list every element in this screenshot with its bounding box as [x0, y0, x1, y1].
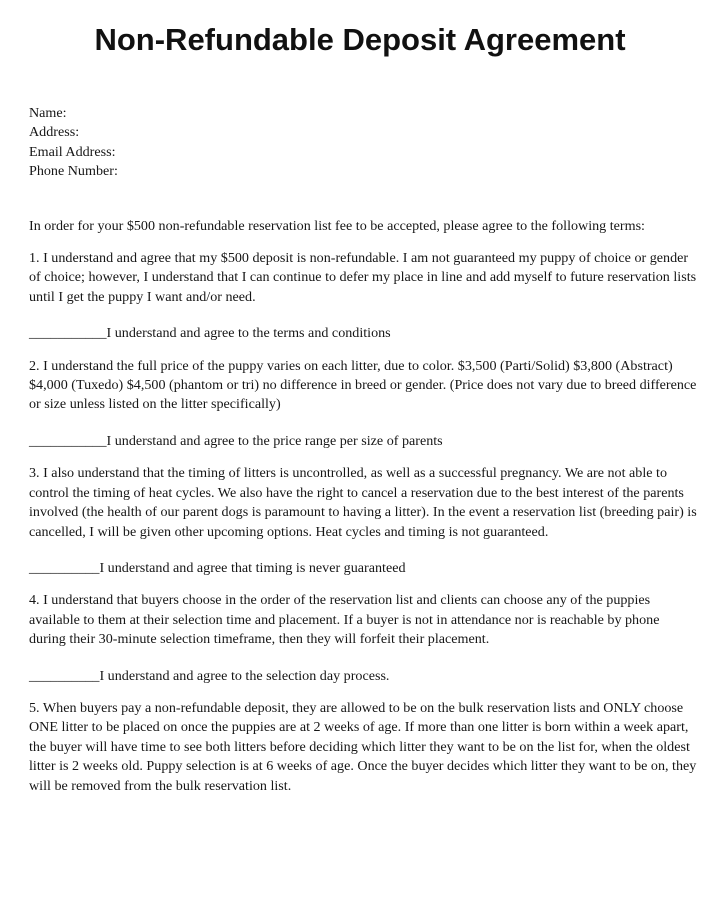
term-1-paragraph: 1. I understand and agree that my $500 deposit is non-refundable. I am not guaranteed my puppy of choice or gender of choice; however, I understand that I can continue to defer my place in line and add myself to future reservation lists until I get the puppy I want and/or need. — [29, 250, 697, 305]
phone-field-label: Phone Number: — [29, 163, 118, 180]
term-3-paragraph: 3. I also understand that the timing of litters is uncontrolled, as well as a successful pregnancy. We are not able to control the timing of heat cycles. We also have the right to cancel a reservation due to the best interest of the parents involved (the health of our parent dogs is paramount to having a litter). In the event a reservation list (breeding pair) is cancelled, I will be given other upcoming options. Heat cycles and timing is not guaranteed. — [29, 465, 697, 540]
contact-fields — [29, 104, 699, 182]
term-1-ack-text: I understand and agree to the terms and conditions — [106, 325, 391, 342]
document-title: Non-Refundable Deposit Agreement — [94, 22, 626, 57]
term-1-initial-blank: ___________ — [29, 325, 107, 342]
term-2-acknowledgement — [29, 432, 699, 451]
intro-paragraph: In order for your $500 non-refundable reservation list fee to be accepted, please agree to the following terms: — [29, 217, 645, 234]
name-field-label: Name: — [29, 105, 67, 121]
term-2-initial-blank: ___________ — [29, 432, 107, 449]
document-body — [29, 104, 699, 796]
term-4-acknowledgement — [29, 667, 699, 686]
email-field-label: Email Address: — [29, 143, 116, 160]
term-3-acknowledgement — [29, 559, 699, 578]
term-4-ack-text: I understand and agree to the selection day process. — [99, 667, 390, 684]
term-2-paragraph: 2. I understand the full price of the puppy varies on each litter, due to color. $3,500 (Parti/Solid) $3,800 (Abstract) $4,000 (Tuxedo) $4,500 (phantom or tri) no difference in breed or gender. (Price does not vary due to breed difference or size unless listed on the litter specifically) — [29, 357, 697, 413]
term-4-initial-blank: __________ — [29, 667, 100, 684]
term-3-initial-blank: __________ — [29, 559, 100, 576]
address-field-label: Address: — [29, 124, 80, 141]
term-3-ack-text: I understand and agree that timing is never guaranteed — [99, 559, 406, 576]
term-4-paragraph: 4. I understand that buyers choose in the order of the reservation list and clients can choose any of the puppies available to them at their selection time and placement. If a buyer is not in attendance nor is reachable by phone during their 30-minute selection timeframe, then they will forfeit their placement. — [29, 592, 660, 648]
term-1-acknowledgement — [29, 324, 699, 343]
term-2-ack-text: I understand and agree to the price range per size of parents — [106, 432, 443, 449]
term-5-paragraph: 5. When buyers pay a non-refundable deposit, they are allowed to be on the bulk reservation lists and ONLY choose ONE litter to be placed on once the puppies are at 2 weeks of age. If more than one litter is born within a week apart, the buyer will have time to see both litters before deciding which litter they want to be on the list for, when the oldest litter is 2 weeks old. Puppy selection is at 6 weeks of age. Once the buyer decides which litter they want to be on, they will be removed from the bulk reservation list. — [29, 699, 697, 794]
